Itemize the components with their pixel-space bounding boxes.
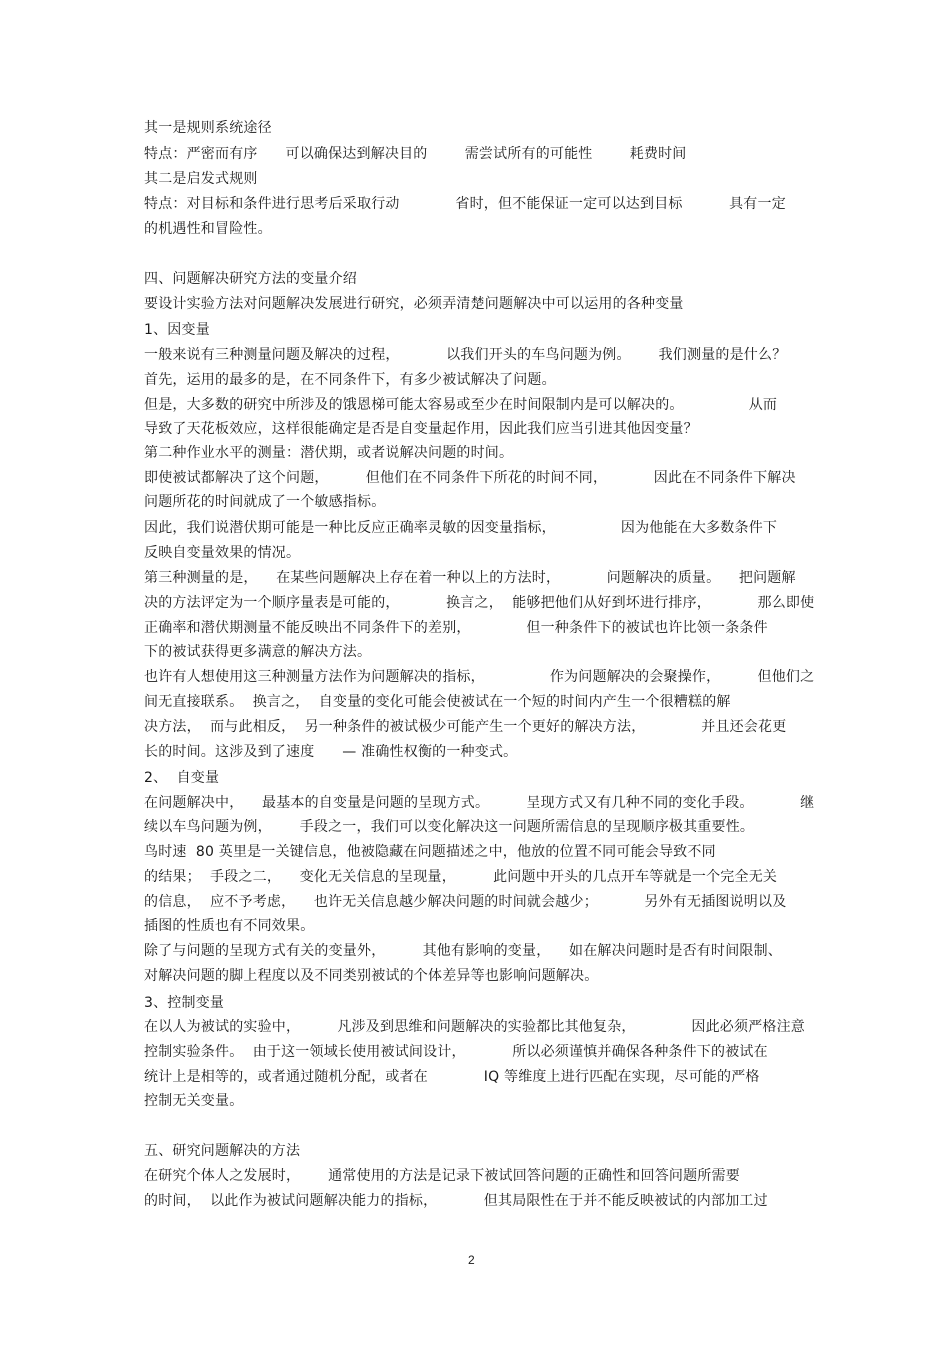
text-line: 首先，运用的最多的是，在不同条件下，有多少被试解决了问题。 xyxy=(144,372,556,388)
text-line: 下的被试获得更多满意的解决方法。 xyxy=(144,644,372,660)
text-line: 正确率和潜伏期测量不能反映出不同条件下的差别， 但一种条件下的被试也许比领一条条件 xyxy=(144,620,768,636)
subsection-heading: 3、控制变量 xyxy=(144,995,225,1011)
text-line: 的结果； 手段之二， 变化无关信息的呈现量， 此问题中开头的几点开车等就是一个完全无关 xyxy=(144,869,778,885)
text-line: 控制无关变量。 xyxy=(144,1093,244,1109)
section-heading: 五、研究问题解决的方法 xyxy=(144,1143,301,1159)
page-number: 2 xyxy=(468,1253,475,1267)
text-line: 对解决问题的脚上程度以及不同类别被试的个体差异等也影响问题解决。 xyxy=(144,968,599,984)
text-line: 间无直接联系。 换言之， 自变量的变化可能会使被试在一个短的时间内产生一个很糟糕的解 xyxy=(144,694,731,710)
text-line: 第二种作业水平的测量：潜伏期，或者说解决问题的时间。 xyxy=(144,445,514,461)
subsection-heading: 2、 自变量 xyxy=(144,770,220,786)
text-line: 因此，我们说潜伏期可能是一种比反应正确率灵敏的因变量指标， 因为他能在大多数条件下 xyxy=(144,520,778,536)
text-line: 也许有人想使用这三种测量方法作为问题解决的指标， 作为问题解决的会聚操作， 但他们之 xyxy=(144,669,815,685)
text-line: 特点：对目标和条件进行思考后采取行动 省时，但不能保证一定可以达到目标 具有一定 xyxy=(144,196,786,212)
text-line: 决的方法评定为一个顺序量表是可能的， 换言之， 能够把他们从好到坏进行排序， 那么即使 xyxy=(144,595,815,611)
text-line: 第三种测量的是， 在某些问题解决上存在着一种以上的方法时， 问题解决的质量。 把问题解 xyxy=(144,570,796,586)
text-line: 即使被试都解决了这个问题， 但他们在不同条件下所花的时间不同， 因此在不同条件下解决 xyxy=(144,470,796,486)
text-line: 导致了天花板效应，这样很能确定是否是自变量起作用，因此我们应当引进其他因变量？ xyxy=(144,421,698,437)
text-line: 控制实验条件。 由于这一领域长使用被试间设计， 所以必须谨慎并确保各种条件下的被试在 xyxy=(144,1044,768,1060)
text-line: 的时间， 以此作为被试问题解决能力的指标， 但其局限性在于并不能反映被试的内部加工过 xyxy=(144,1193,768,1209)
text-line: 决方法， 而与此相反， 另一种条件的被试极少可能产生一个更好的解决方法， 并且还会花更 xyxy=(144,719,787,735)
text-line: 一般来说有三种测量问题及解决的过程， 以我们开头的车鸟问题为例。 我们测量的是什么？ xyxy=(144,347,787,363)
text-line: 鸟时速 80 英里是一关键信息，他被隐藏在问题描述之中，他放的位置不同可能会导致不同 xyxy=(144,844,716,860)
text-line: 在以人为被试的实验中， 凡涉及到思维和问题解决的实验都比其他复杂， 因此必须严格注意 xyxy=(144,1019,806,1035)
text-line: 其二是启发式规则 xyxy=(144,171,258,187)
text-line: 在研究个体人之发展时， 通常使用的方法是记录下被试回答问题的正确性和回答问题所需要 xyxy=(144,1168,740,1184)
section-heading: 四、问题解决研究方法的变量介绍 xyxy=(144,271,357,287)
text-line: 的机遇性和冒险性。 xyxy=(144,221,272,237)
text-line: 长的时间。这涉及到了速度 — 准确性权衡的一种变式。 xyxy=(144,744,518,760)
text-line: 反映自变量效果的情况。 xyxy=(144,545,301,561)
text-line: 要设计实验方法对问题解决发展进行研究，必须弄清楚问题解决中可以运用的各种变量 xyxy=(144,296,684,312)
text-line: 统计上是相等的，或者通过随机分配，或者在 IQ 等维度上进行匹配在实现，尽可能的严格 xyxy=(144,1069,760,1085)
text-line: 但是，大多数的研究中所涉及的饿恩梯可能太容易或至少在时间限制内是可以解决的。 从而 xyxy=(144,397,778,413)
text-line: 其一是规则系统途径 xyxy=(144,120,272,136)
text-line: 特点：严密而有序 可以确保达到解决目的 需尝试所有的可能性 耗费时间 xyxy=(144,146,687,162)
text-line: 除了与问题的呈现方式有关的变量外， 其他有影响的变量， 如在解决问题时是否有时间限制、 xyxy=(144,943,782,959)
text-line: 续以车鸟问题为例， 手段之一，我们可以变化解决这一问题所需信息的呈现顺序极其重要性。 xyxy=(144,819,755,835)
text-line: 在问题解决中， 最基本的自变量是问题的呈现方式。 呈现方式又有几种不同的变化手段。 继 xyxy=(144,795,815,811)
text-line: 插图的性质也有不同效果。 xyxy=(144,918,315,934)
text-line: 问题所花的时间就成了一个敏感指标。 xyxy=(144,494,386,510)
subsection-heading: 1、因变量 xyxy=(144,322,210,338)
text-line: 的信息， 应不予考虑， 也许无关信息越少解决问题的时间就会越少； 另外有无插图说明以及 xyxy=(144,894,787,910)
